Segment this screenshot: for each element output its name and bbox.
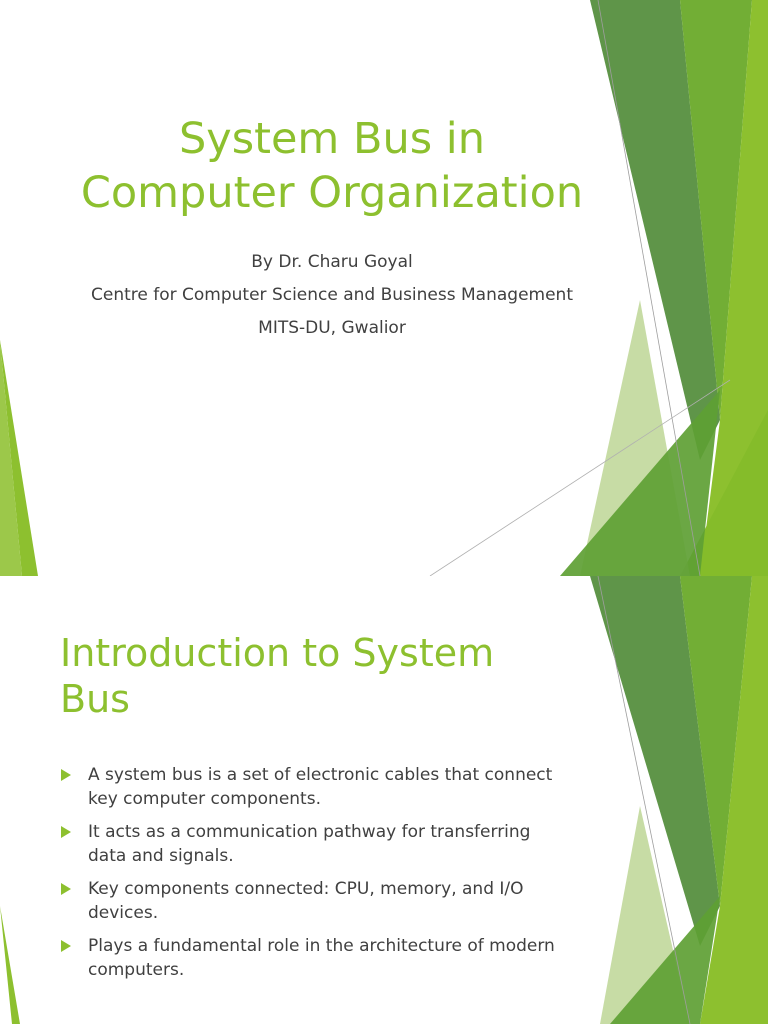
bullet-item bbox=[60, 877, 560, 925]
institution-line: MITS-DU, Gwalior bbox=[258, 318, 406, 338]
title-line: System Bus in bbox=[178, 114, 486, 164]
title-line: Computer Organization bbox=[80, 168, 584, 218]
slide-title bbox=[60, 630, 560, 722]
bullet-arrow-icon bbox=[61, 826, 71, 838]
bullet-text: Key components connected: CPU, memory, and I/O devices. bbox=[88, 879, 524, 923]
title-line: Introduction to System bbox=[60, 631, 495, 675]
bullet-list bbox=[60, 763, 560, 991]
department-line: Centre for Computer Science and Business Management bbox=[91, 285, 573, 305]
bullet-arrow-icon bbox=[61, 769, 71, 781]
slide-subtitle bbox=[90, 250, 574, 349]
bullet-text: A system bus is a set of electronic cables that connect key computer components. bbox=[88, 765, 553, 809]
bullet-arrow-icon bbox=[61, 940, 71, 952]
intro-slide bbox=[0, 576, 768, 1024]
author-line: By Dr. Charu Goyal bbox=[251, 252, 413, 272]
bullet-item bbox=[60, 934, 560, 982]
bullet-text: Plays a fundamental role in the architecture of modern computers. bbox=[88, 936, 555, 980]
bullet-item bbox=[60, 820, 560, 868]
slide-title bbox=[40, 112, 624, 220]
bullet-arrow-icon bbox=[61, 883, 71, 895]
title-line: Bus bbox=[60, 677, 130, 721]
bullet-text: It acts as a communication pathway for transferring data and signals. bbox=[88, 822, 531, 866]
bullet-item bbox=[60, 763, 560, 811]
